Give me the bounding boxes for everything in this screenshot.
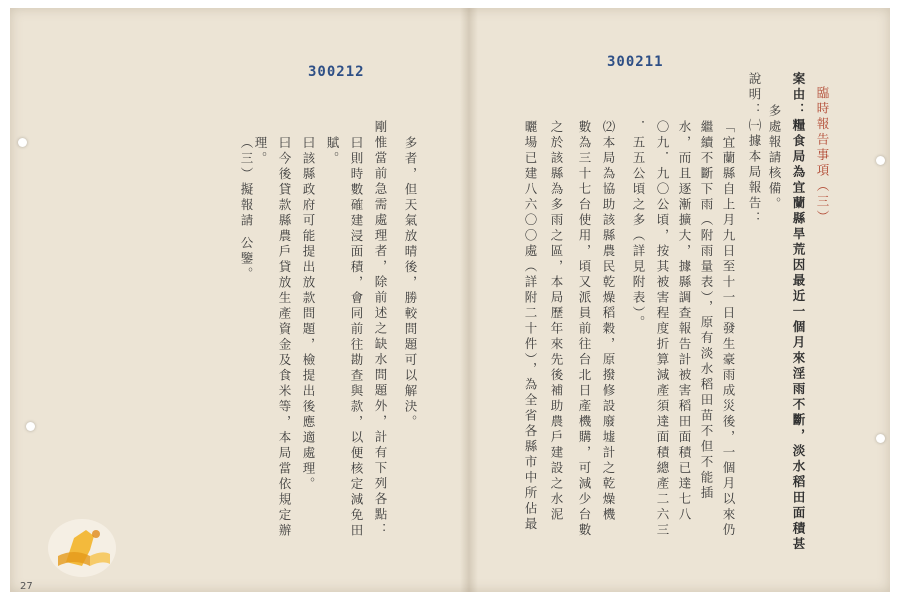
page-number-mark: 27 (20, 581, 33, 592)
text-column: 多者，但天氣放晴後，勝較問題可以解決。 (403, 136, 418, 431)
binding-hole (18, 138, 27, 147)
book-gutter (460, 8, 478, 592)
text-column: 數為三十七台使用，頃又派員前往台北日產機購，可減少台數 (577, 120, 592, 539)
binding-hole (876, 156, 885, 165)
section-heading: 臨時報告事項（三） (815, 86, 830, 226)
text-column: （三）擬報請 公鑒。 (239, 136, 254, 283)
text-column: 〇九．九〇公頃，按其被害程度折算減產須達面積總產二六三 (655, 120, 670, 539)
text-column: 繼續不斷下雨（附雨量表），原有淡水稻田苗不但不能插 (699, 120, 714, 502)
binding-hole (876, 434, 885, 443)
text-column: 剛惟當前急需處理者，除前述之缺水問題外，計有下列各點： (373, 120, 388, 539)
text-column: ．五五公頃之多（詳見附表）。 (631, 120, 646, 331)
text-column: 曬場已建八六〇〇處（詳附二十件），為全省各縣市中所佔最 (523, 120, 538, 533)
text-column: ⑵本局為協助該縣農民乾燥稻穀，原撥修設廢墟計之乾燥機 (601, 120, 616, 523)
archive-number: 300212 (308, 64, 365, 80)
document-spread (10, 8, 890, 592)
text-column: 之於該縣為多雨之區，本局歷年來先後補助農戶建設之水泥 (549, 120, 564, 523)
text-column: 多處報請核備。 (767, 104, 782, 213)
subject-line: 案由：糧食局為宜蘭縣旱荒因最近一個月來淫雨不斷，淡水稻田面積甚 (791, 72, 806, 553)
binding-hole (26, 422, 35, 431)
archive-number: 300211 (607, 54, 664, 70)
text-column: 理。 (253, 136, 268, 167)
text-column: 曰該縣政府可能提出放款問題，檢提出後應適處理。 (301, 136, 316, 493)
text-column: 賦。 (325, 136, 340, 167)
text-column: 說明：㈠據本局報告： (747, 72, 762, 227)
text-column: 「宜蘭縣自上月九日至十一日發生豪雨成災後，一個月以來仍 (721, 120, 736, 539)
text-column: 水，而且逐漸擴大，據縣調查報告計被害稻田面積已達七八 (677, 120, 692, 523)
text-column: 曰則時數確建浸面積，會同前往勘查與款，以便核定減免田 (349, 136, 364, 539)
text-column: 曰今後貸款縣農戶貸放生產資金及食米等，本局當依規定辦 (277, 136, 292, 539)
archive-logo-icon (44, 514, 120, 580)
